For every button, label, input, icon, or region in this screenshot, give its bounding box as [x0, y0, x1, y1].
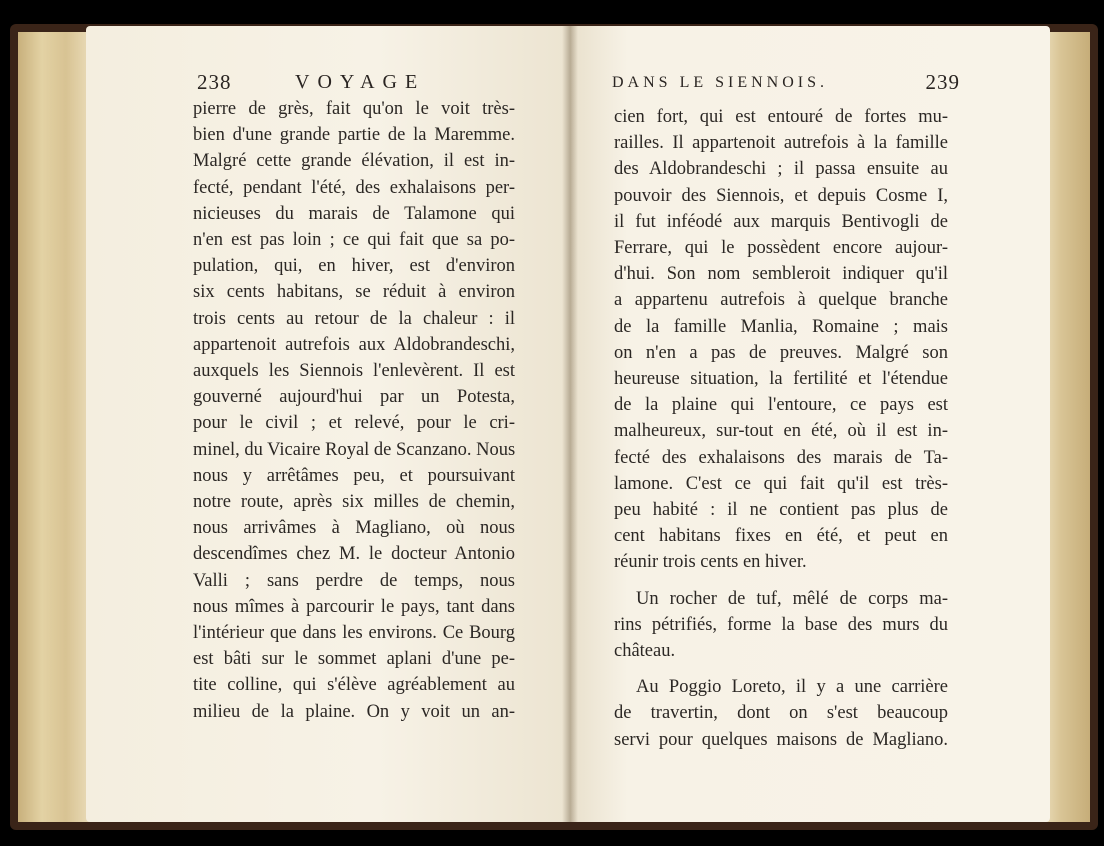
text-line: de la plaine qui l'entoure, ce pays est: [614, 395, 948, 416]
text-line: pour le civil ; et relevé, pour le cri-: [193, 413, 515, 434]
text-line: de travertin, dont on s'est beaucoup: [614, 703, 948, 724]
right-page-number: 239: [925, 70, 960, 94]
text-line: fecté des exhalaisons des marais de Ta-: [614, 447, 948, 468]
text-line: est bâti sur le sommet aplani d'une pe-: [193, 649, 515, 670]
text-line: nicieuses du marais de Talamone qui: [193, 203, 515, 224]
text-line: auxquels les Siennois l'enlevèrent. Il est: [193, 361, 515, 382]
text-line: bien d'une grande partie de la Maremme.: [193, 125, 515, 146]
text-line: pulation, qui, en hiver, est d'environ: [193, 256, 515, 277]
text-line: des Aldobrandeschi ; il passa ensuite au: [614, 159, 948, 180]
text-line: a appartenu autrefois à quelque branche: [614, 290, 948, 311]
text-line: Ferrare, qui le possèdent encore aujour-: [614, 238, 948, 259]
text-line: nous y arrêtâmes peu, et poursuivant: [193, 465, 515, 486]
text-line: gouverné aujourd'hui par un Potesta,: [193, 387, 515, 408]
text-line: notre route, après six milles de chemin,: [193, 492, 515, 513]
text-line: Au Poggio Loreto, il y a une carrière: [636, 677, 948, 698]
text-line: pierre de grès, fait qu'on le voit très-: [193, 99, 515, 119]
text-line: fecté, pendant l'été, des exhalaisons per-: [193, 177, 515, 198]
text-line: descendîmes chez M. le docteur Antonio: [193, 544, 515, 565]
left-running-title: VOYAGE: [295, 71, 426, 93]
text-line: Un rocher de tuf, mêlé de corps ma-: [636, 588, 948, 609]
text-line: servi pour quelques maisons de Magliano.: [614, 729, 948, 750]
text-line: malheureux, sur-tout en été, où il est in-: [614, 421, 948, 442]
text-line: cent habitans fixes en été, et peut en: [614, 526, 948, 547]
book-gutter: [562, 26, 578, 822]
left-page-text: [193, 96, 515, 725]
right-running-title: DANS LE SIENNOIS.: [612, 74, 828, 91]
left-page-number: 238: [197, 70, 232, 94]
right-page-header: [612, 70, 960, 96]
right-page-text: [614, 104, 948, 753]
text-line: d'hui. Son nom sembleroit indiquer qu'il: [614, 264, 948, 285]
text-line: railles. Il appartenoit autrefois à la famille: [614, 133, 948, 154]
text-line: milieu de la plaine. On y voit un an-: [193, 701, 515, 722]
text-line: château.: [614, 641, 676, 662]
text-line: Valli ; sans perdre de temps, nous: [193, 570, 515, 591]
text-line: peu habité : il ne contient pas plus de: [614, 500, 948, 521]
text-line: appartenoit autrefois aux Aldobrandeschi,: [193, 334, 515, 355]
text-line: trois cents au retour de la chaleur : il: [193, 308, 515, 329]
text-line: pouvoir des Siennois, et depuis Cosme I,: [614, 185, 948, 206]
text-line: cien fort, qui est entouré de fortes mu-: [614, 107, 948, 127]
text-line: il fut inféodé aux marquis Bentivogli de: [614, 211, 948, 232]
text-line: réunir trois cents en hiver.: [614, 552, 807, 573]
text-line: de la famille Manlia, Romaine ; mais: [614, 316, 948, 337]
text-line: nous arrivâmes à Magliano, où nous: [193, 518, 515, 539]
text-line: six cents habitans, se réduit à environ: [193, 282, 515, 303]
text-line: Malgré cette grande élévation, il est in-: [193, 151, 515, 172]
text-line: lamone. C'est ce qui fait qu'il est très-: [614, 473, 948, 494]
text-line: heureuse situation, la fertilité et l'étendue: [614, 369, 948, 390]
text-line: rins pétrifiés, forme la base des murs du: [614, 614, 948, 635]
text-line: nous mîmes à parcourir le pays, tant dans: [193, 596, 515, 617]
left-page-header: [197, 70, 507, 96]
text-line: on n'en a pas de preuves. Malgré son: [614, 342, 948, 363]
text-line: tite colline, qui s'élève agréablement au: [193, 675, 515, 696]
text-line: l'intérieur que dans les environs. Ce Bourg: [193, 623, 515, 644]
text-line: minel, du Vicaire Royal de Scanzano. Nous: [193, 439, 516, 460]
text-line: n'en est pas loin ; ce qui fait que sa po-: [193, 230, 515, 251]
